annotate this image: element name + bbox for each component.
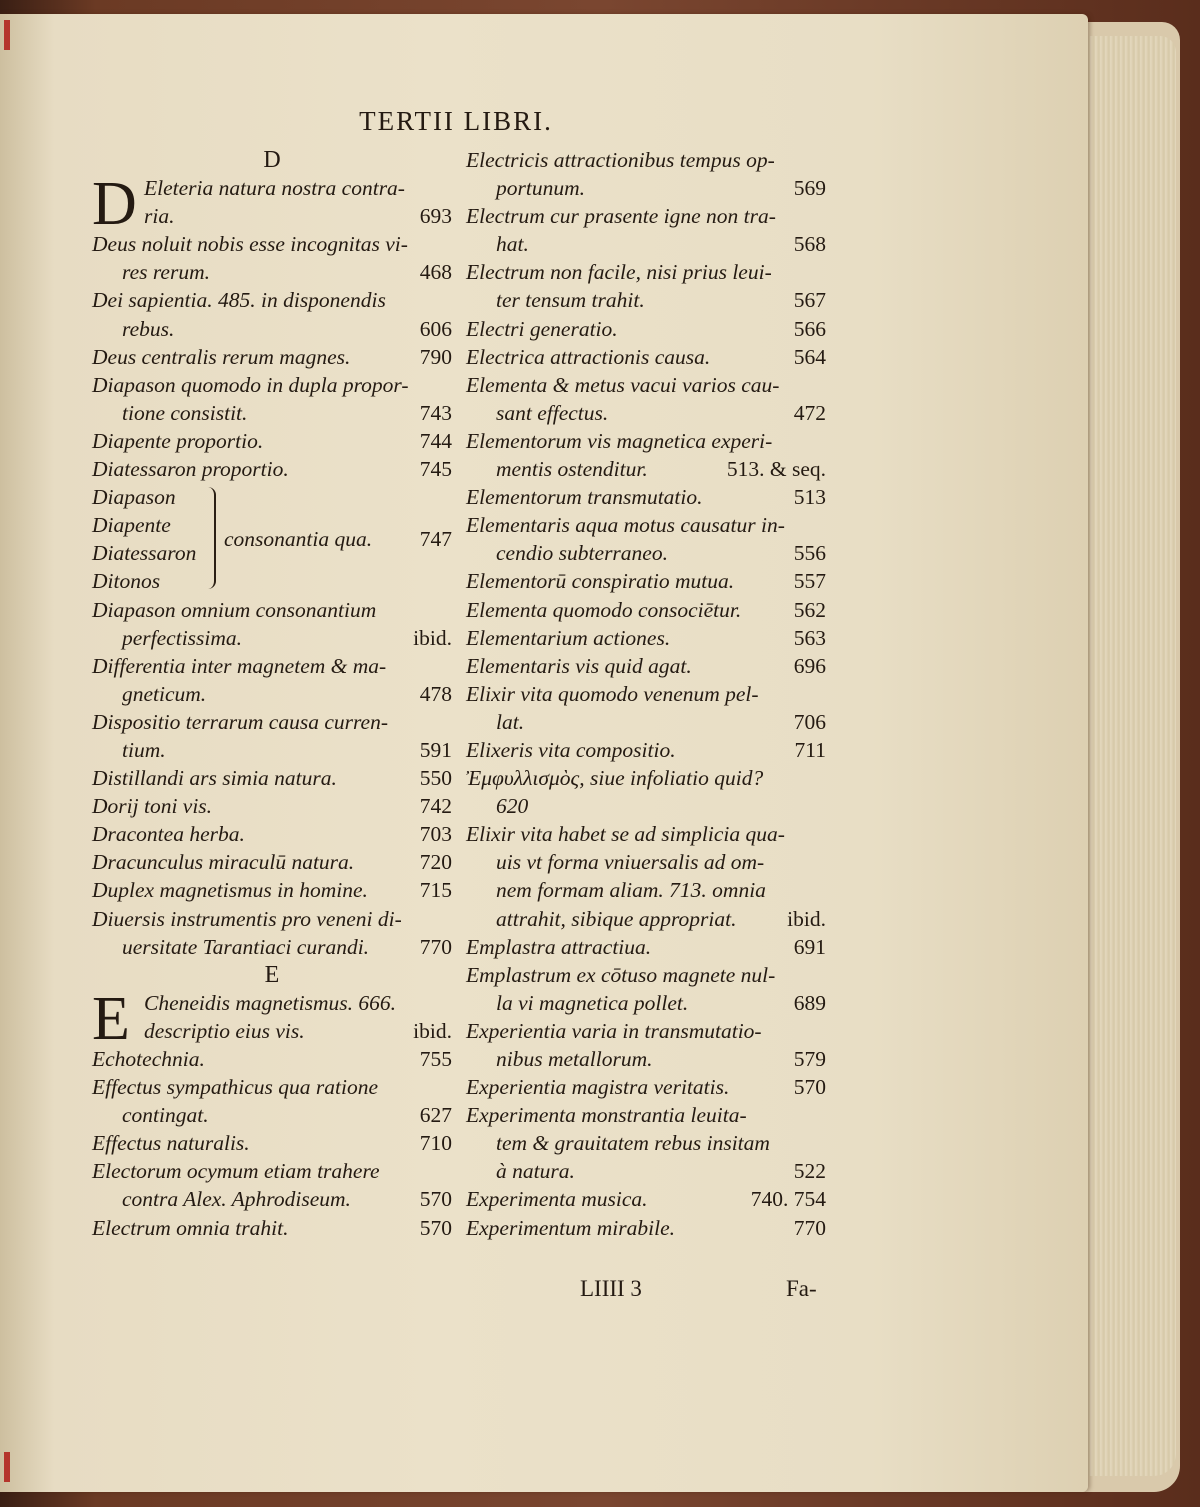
entry-text: perfectissima. — [122, 625, 243, 650]
page-reference: 564 — [793, 344, 826, 369]
entry-text: uersitate Tarantiaci curandi. — [122, 934, 370, 959]
page-reference: 522 — [793, 1159, 826, 1184]
entry-text: Diapente proportio. — [92, 428, 264, 453]
drop-capital: D — [92, 170, 137, 239]
entry-text: uis vt forma vniuersalis ad om- — [496, 850, 765, 875]
index-entry-line — [466, 1157, 826, 1185]
index-entry-line — [92, 286, 452, 314]
entry-text: attrahit, sibique appropriat. — [496, 906, 737, 931]
page-reference: 745 — [419, 457, 452, 482]
page-reference: 569 — [793, 176, 826, 201]
brace-symbol — [204, 487, 216, 589]
page-reference: 550 — [419, 766, 452, 791]
index-entry-line — [92, 315, 452, 343]
entry-text: Electorum ocymum etiam trahere — [92, 1159, 380, 1184]
entry-text: hat. — [496, 232, 529, 257]
entry-text: Experimenta monstrantia leuita- — [466, 1103, 747, 1128]
index-entry-line — [466, 455, 826, 483]
entry-text: Ἐμφυλλισμὸς, siue infoliatio quid? — [466, 766, 764, 791]
index-entry-line — [466, 483, 826, 511]
index-column-left — [92, 146, 452, 1242]
entry-text: Elementorū conspiratio mutua. — [466, 569, 735, 594]
index-entry-line — [92, 1045, 452, 1073]
entry-text: lat. — [496, 709, 525, 734]
entry-text: descriptio eius vis. — [144, 1018, 305, 1043]
page-reference: ibid. — [413, 1018, 452, 1043]
bracket-item: Ditonos — [92, 569, 161, 594]
entry-text: Distillandi ars simia natura. — [92, 766, 337, 791]
index-entry-line — [466, 848, 826, 876]
index-entry-line — [466, 399, 826, 427]
entry-text: nem formam aliam. 713. omnia — [496, 878, 766, 903]
page-reference: 570 — [793, 1075, 826, 1100]
index-entry-line — [466, 820, 826, 848]
index-entry-line — [466, 680, 826, 708]
index-entry-line — [466, 736, 826, 764]
entry-text: Elementorum transmutatio. — [466, 485, 703, 510]
catchword: Fa- — [786, 1276, 817, 1301]
entry-text: 620 — [496, 794, 529, 819]
index-entry-line — [92, 933, 452, 961]
page-reference: 693 — [419, 204, 452, 229]
index-entry-line — [92, 1129, 452, 1157]
index-entry-line — [92, 792, 452, 820]
index-entry-line — [92, 399, 452, 427]
page-reference: 556 — [793, 541, 826, 566]
page-reference: 591 — [419, 737, 452, 762]
index-entry-line — [92, 455, 452, 483]
entry-text: Experimenta musica. — [466, 1187, 648, 1212]
entry-text: Dei sapientia. 485. in disponendis — [92, 288, 386, 313]
index-entry-line — [92, 624, 452, 652]
page-reference: 566 — [793, 316, 826, 341]
index-entry-line — [92, 1185, 452, 1213]
index-entry-line — [466, 202, 826, 230]
entry-text: Elementorum vis magnetica experi- — [466, 428, 773, 453]
index-entry-line — [92, 708, 452, 736]
entry-text: Elementa & metus vacui varios cau- — [466, 372, 780, 397]
page-reference: ibid. — [413, 625, 452, 650]
entry-text: Elixir vita quomodo venenum pel- — [466, 681, 759, 706]
entry-text: Electrum cur prasente igne non tra- — [466, 204, 776, 229]
index-entry-line — [466, 933, 826, 961]
page-reference: 557 — [793, 569, 826, 594]
index-entry-line — [92, 1101, 452, 1129]
page-reference: 740. 754 — [750, 1187, 826, 1212]
signature-mark: LIIII 3 — [580, 1276, 642, 1301]
index-entry-line — [92, 174, 452, 202]
page-reference: 570 — [419, 1215, 452, 1240]
index-entry-line — [466, 1129, 826, 1157]
index-entry-line — [466, 596, 826, 624]
index-entry-line — [466, 230, 826, 258]
entry-text: Dracunculus miraculū natura. — [92, 850, 355, 875]
entry-text: Electrica attractionis causa. — [466, 344, 711, 369]
entry-text: Electrum non facile, nisi prius leui- — [466, 260, 772, 285]
entry-text: res rerum. — [122, 260, 210, 285]
page-reference: 696 — [793, 653, 826, 678]
index-entry-line — [92, 202, 452, 230]
index-entry-line — [466, 1073, 826, 1101]
entry-text: Differentia inter magnetem & ma- — [92, 653, 387, 678]
index-entry-line — [466, 427, 826, 455]
index-column-right — [466, 146, 826, 1242]
page-reference: 742 — [419, 794, 452, 819]
entry-text: Experientia varia in transmutatio- — [466, 1018, 762, 1043]
bracket-item: Diapason — [92, 485, 176, 510]
page-reference: 706 — [793, 709, 826, 734]
page-reference: 567 — [793, 288, 826, 313]
entry-text: la vi magnetica pollet. — [496, 990, 689, 1015]
page-reference: 478 — [419, 681, 452, 706]
entry-text: Eleteria natura nostra contra- — [144, 176, 405, 201]
entry-text: nibus metallorum. — [496, 1047, 653, 1071]
index-entry-line — [466, 1101, 826, 1129]
page-reference: 468 — [419, 260, 452, 285]
page-reference: 627 — [419, 1103, 452, 1128]
page-reference: 570 — [419, 1187, 452, 1212]
index-entry-line — [466, 961, 826, 989]
entry-text: Electricis attractionibus tempus op- — [466, 148, 775, 172]
entry-text: contingat. — [122, 1103, 209, 1128]
entry-text: tium. — [122, 737, 166, 762]
entry-text: Elixeris vita compositio. — [466, 737, 676, 762]
index-entry-line — [466, 1185, 826, 1213]
page-reference: 711 — [794, 737, 826, 762]
index-entry-line — [92, 1157, 452, 1185]
entry-text: Echotechnia. — [92, 1047, 205, 1072]
page-reference: 710 — [419, 1131, 452, 1156]
page-reference: 562 — [793, 597, 826, 622]
index-entry-line — [92, 371, 452, 399]
page-reference: 703 — [419, 822, 452, 847]
entry-text: Elixir vita habet se ad simplicia qua- — [466, 822, 785, 847]
page-reference: 790 — [419, 344, 452, 369]
entry-text: Deus centralis rerum magnes. — [92, 344, 351, 369]
index-entry-line — [92, 258, 452, 286]
entry-text: rebus. — [122, 316, 175, 341]
index-entry-line — [466, 258, 826, 286]
index-entry-line — [466, 174, 826, 202]
entry-text: gneticum. — [122, 681, 207, 706]
page-reference: 747 — [419, 527, 452, 552]
index-entry-line — [466, 652, 826, 680]
index-entry-line — [466, 989, 826, 1017]
bracket-item: Diapente — [92, 513, 171, 538]
entry-text: Diapason omnium consonantium — [92, 597, 377, 622]
entry-text: sant effectus. — [496, 400, 609, 425]
page-reference: 755 — [419, 1047, 452, 1072]
entry-text: Effectus naturalis. — [92, 1131, 250, 1156]
entry-text: contra Alex. Aphrodiseum. — [122, 1187, 351, 1212]
page-reference: 715 — [419, 878, 452, 903]
index-entry-line — [92, 1214, 452, 1242]
index-entry-line — [92, 343, 452, 371]
index-entry-line — [92, 820, 452, 848]
page-reference: 744 — [419, 428, 452, 453]
entry-text: Electri generatio. — [466, 316, 618, 341]
index-entry-line — [466, 1214, 826, 1242]
entry-text: Effectus sympathicus qua ratione — [92, 1075, 379, 1100]
index-entry-line — [92, 1073, 452, 1101]
entry-text: Duplex magnetismus in homine. — [92, 878, 368, 903]
index-entry-line — [466, 343, 826, 371]
index-entry-line — [92, 736, 452, 764]
entry-text: Dracontea herba. — [92, 822, 245, 847]
index-entry-line — [466, 315, 826, 343]
running-head: TERTII LIBRI. — [359, 106, 553, 136]
entry-text: Experimentum mirabile. — [466, 1215, 675, 1240]
page-reference: 579 — [793, 1047, 826, 1071]
index-entry-line — [466, 146, 826, 174]
entry-text: Elementaris vis quid agat. — [466, 653, 692, 678]
index-entry-line — [92, 596, 452, 624]
page-reference: 606 — [419, 316, 452, 341]
page-reference: 563 — [793, 625, 826, 650]
bracket-item: Diatessaron — [92, 541, 197, 566]
dropcap-block — [92, 984, 452, 1053]
index-entry-line — [466, 539, 826, 567]
entry-text: mentis ostenditur. — [496, 457, 648, 482]
drop-capital: E — [92, 984, 130, 1053]
entry-text: Elementaris aqua motus causatur in- — [466, 513, 785, 538]
dropcap-block — [92, 170, 452, 239]
page-reference: 770 — [419, 934, 452, 959]
entry-text: Diuersis instrumentis pro veneni di- — [92, 906, 402, 931]
index-entry-line — [92, 905, 452, 933]
index-entry-line — [92, 652, 452, 680]
index-entry-line — [466, 567, 826, 595]
consonance-bracket-group — [92, 483, 452, 595]
page-reference: 691 — [793, 934, 826, 959]
entry-text: portunum. — [496, 176, 585, 201]
page-reference: 568 — [793, 232, 826, 257]
entry-text: Diapason quomodo in dupla propor- — [92, 372, 409, 397]
index-entry-line — [466, 708, 826, 736]
index-entry-line — [92, 848, 452, 876]
entry-text: à natura. — [496, 1159, 575, 1184]
index-entry-line — [92, 876, 452, 904]
index-entry-line — [92, 1017, 452, 1045]
page-reference: 472 — [793, 400, 826, 425]
index-entry-line — [466, 764, 826, 792]
index-entry-line — [92, 989, 452, 1017]
index-entry-line — [466, 1045, 826, 1073]
entry-text: Dorij toni vis. — [92, 794, 213, 819]
index-entry-line — [466, 624, 826, 652]
index-entry-line — [466, 905, 826, 933]
index-entry-line — [466, 286, 826, 314]
entry-text: Dispositio terrarum causa curren- — [92, 709, 389, 734]
entry-text: Cheneidis magnetismus. 666. — [144, 990, 397, 1015]
index-entry-line — [466, 1017, 826, 1045]
section-letter-e: E — [264, 961, 280, 988]
page-reference: 513 — [793, 485, 826, 510]
index-entry-line — [92, 680, 452, 708]
entry-text: Electrum omnia trahit. — [92, 1215, 289, 1240]
entry-text: Elementarium actiones. — [466, 625, 671, 650]
index-entry-line — [466, 876, 826, 904]
page-reference: ibid. — [787, 906, 826, 931]
entry-text: ter tensum trahit. — [496, 288, 645, 313]
entry-text: Emplastrum ex cōtuso magnete nul- — [466, 962, 776, 987]
entry-text: cendio subterraneo. — [496, 541, 668, 566]
entry-text: Experientia magistra veritatis. — [466, 1075, 730, 1100]
index-entry-line — [92, 230, 452, 258]
entry-text: Deus noluit nobis esse incognitas vi- — [92, 232, 408, 257]
index-entry-line — [92, 764, 452, 792]
index-entry-line — [466, 511, 826, 539]
page-reference: 770 — [793, 1215, 826, 1240]
entry-text: ria. — [144, 204, 175, 229]
index-entry-line — [466, 792, 826, 820]
page-reference: 720 — [419, 850, 452, 875]
page-reference: 689 — [793, 990, 826, 1015]
section-letter-d: D — [263, 147, 281, 173]
entry-text: Emplastra attractiua. — [466, 934, 652, 959]
entry-text: tem & grauitatem rebus insitam — [496, 1131, 770, 1156]
entry-text: tione consistit. — [122, 400, 248, 425]
entry-text: Elementa quomodo consociētur. — [466, 597, 742, 622]
page-reference: 513. & seq. — [726, 457, 826, 482]
index-entry-line — [466, 371, 826, 399]
bracket-note: consonantia qua. — [224, 527, 373, 552]
page-reference: 743 — [419, 400, 452, 425]
entry-text: Diatessaron proportio. — [92, 457, 289, 482]
index-entry-line — [92, 427, 452, 455]
